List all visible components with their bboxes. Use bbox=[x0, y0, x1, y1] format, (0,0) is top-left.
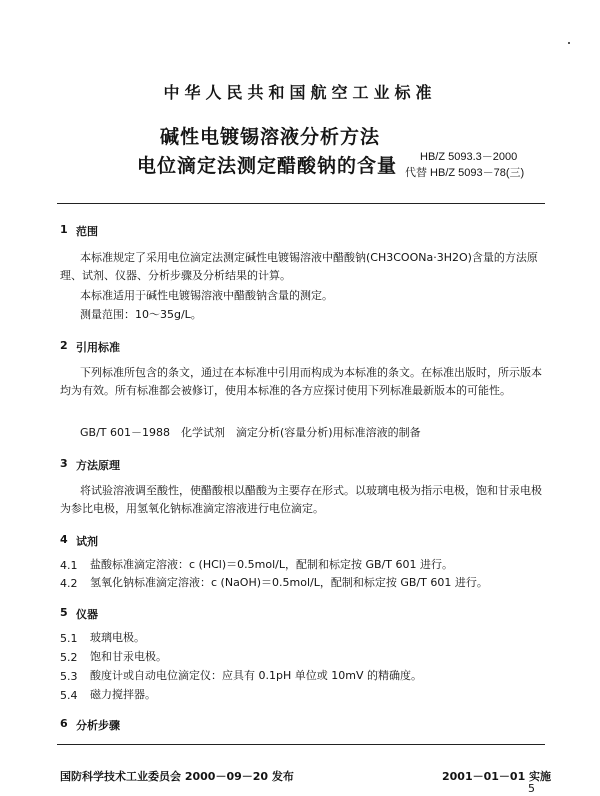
section-3-title: 方法原理 bbox=[76, 459, 120, 472]
list-item-number: 4.1 bbox=[60, 559, 78, 572]
section-3-para-1: 将试验溶液调至酸性，使醋酸根以醋酸为主要存在形式。以玻璃电极为指示电极，饱和甘汞电极为参比电极，用氢氧化钠标准滴定溶液进行电位滴定。 bbox=[60, 484, 542, 515]
document-title-line2: 电位滴定法测定醋酸钠的含量 bbox=[137, 155, 398, 177]
section-1-para-1: 本标准规定了采用电位滴定法测定碱性电镀锡溶液中醋酸钠(CH3COONa·3H2O)含量的方法原理、试剂、仪器、分析步骤及分析结果的计算。 bbox=[60, 251, 538, 282]
section-2-reference: GB/T 601－1988 化学试剂 滴定分析(容量分析)用标准溶液的制备 bbox=[80, 426, 421, 439]
list-item-text: 磁力搅拌器。 bbox=[90, 688, 156, 701]
issuer-title: 中华人民共和国航空工业标准 bbox=[163, 83, 437, 102]
list-item-number: 5.2 bbox=[60, 651, 78, 664]
list-item-number: 5.4 bbox=[60, 689, 78, 702]
section-6-number: 6 bbox=[60, 717, 68, 730]
page-number: 5 bbox=[528, 782, 535, 795]
section-2-number: 2 bbox=[60, 339, 68, 352]
list-item-text: 玻璃电极。 bbox=[90, 631, 145, 644]
replaced-standard: 代替 HB/Z 5093－78(三) bbox=[405, 167, 525, 179]
effective-date: 2001－01－01 实施 bbox=[442, 770, 552, 783]
section-1-title: 范围 bbox=[76, 225, 98, 238]
section-1-para-3: 测量范围：10～35g/L。 bbox=[80, 308, 202, 321]
header-divider bbox=[57, 203, 545, 204]
list-item-text: 氢氧化钠标准滴定溶液：c (NaOH)＝0.5mol/L，配制和标定按 GB/T 601 进行。 bbox=[90, 576, 488, 589]
section-6-title: 分析步骤 bbox=[76, 719, 120, 732]
standard-code: HB/Z 5093.3－2000 bbox=[420, 151, 518, 163]
section-4-title: 试剂 bbox=[76, 535, 98, 548]
section-2-para-1: 下列标准所包含的条文，通过在本标准中引用而构成为本标准的条文。在标准出版时，所示版本均为有效。所有标准都会被修订，使用本标准的各方应探讨使用下列标准最新版本的可能性。 bbox=[60, 366, 542, 397]
list-item-number: 5.1 bbox=[60, 632, 78, 645]
list-item-number: 5.3 bbox=[60, 670, 78, 683]
list-item-text: 饱和甘汞电极。 bbox=[90, 650, 167, 663]
section-5-title: 仪器 bbox=[76, 608, 98, 621]
document-title-line1: 碱性电镀锡溶液分析方法 bbox=[160, 126, 381, 148]
section-3-number: 3 bbox=[60, 457, 68, 470]
approval-date: 国防科学技术工业委员会 2000－09－20 发布 bbox=[60, 770, 294, 783]
section-1-number: 1 bbox=[60, 223, 68, 236]
section-5-number: 5 bbox=[60, 606, 68, 619]
footer-divider bbox=[57, 744, 545, 745]
list-item-text: 酸度计或自动电位滴定仪：应具有 0.1pH 单位或 10mV 的精确度。 bbox=[90, 669, 422, 682]
list-item-text: 盐酸标准滴定溶液：c (HCl)＝0.5mol/L，配制和标定按 GB/T 601 进行。 bbox=[90, 558, 453, 571]
margin-mark bbox=[568, 42, 570, 44]
section-4-number: 4 bbox=[60, 533, 68, 546]
section-2-title: 引用标准 bbox=[76, 341, 120, 354]
list-item-number: 4.2 bbox=[60, 577, 78, 590]
section-1-para-2: 本标准适用于碱性电镀锡溶液中醋酸钠含量的测定。 bbox=[80, 289, 333, 302]
